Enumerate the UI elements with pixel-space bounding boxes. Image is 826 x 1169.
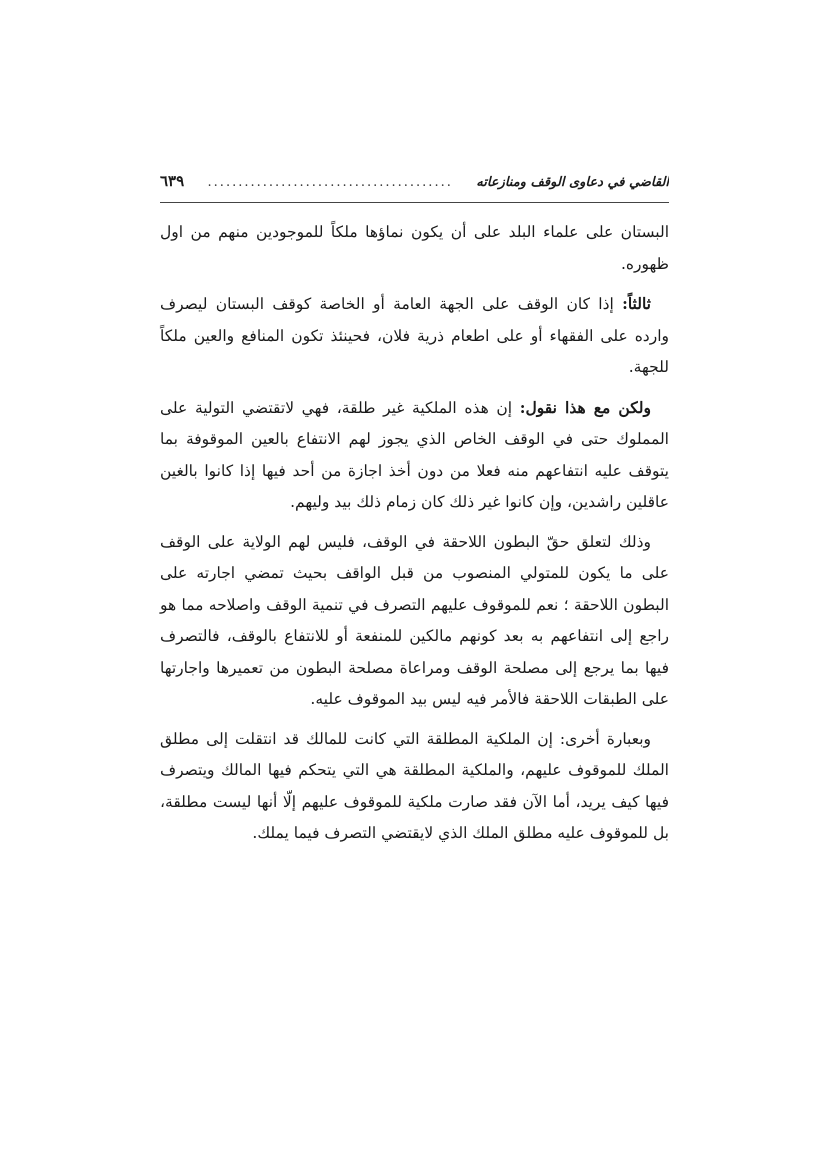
paragraph-text: وبعبارة أخرى: إن الملكية المطلقة التي كانت للمالك قد انتقلت إلى مطلق الملك للموقوف عليهم، والملكية المطلقة هي التي يتحكم فيها المالك ويتصرف فيها كيف يريد، أما الآن فقد صارت ملكية للموقوف عليهم إلّا أنها ليست مطلقة، بل للموقوف عليه مطلق الملك الذي لايقتضي التصرف فيما يملك. [160,729,669,842]
paragraph-text: إذا كان الوقف على الجهة العامة أو الخاصة كوقف البستان ليصرف وارده على الفقهاء أو على اطعام ذرية فلان، فحينئذ تكون المنافع والعين ملكاً للجهة. [160,295,669,376]
paragraph-in-other-words [160,724,669,850]
running-title: القاضي في دعاوى الوقف ومنازعاته [476,175,669,190]
paragraph-text: إن هذه الملكية غير طلقة، فهي لاتقتضي التولية على المملوك حتى في الوقف الخاص الذي يجوز لهم الانتفاع بالعين الموقوفة بما يتوقف عليه انتفاعهم منه فعلا من دون أخذ اجازة من أحد فيها إذا كانوا بالغين عاقلين راشدين، وإن كانوا غير ذلك كان زمام ذلك بيد وليهم. [160,398,669,511]
paragraph-however [160,392,669,519]
paragraph-later-generations [160,527,669,716]
paragraph-lead: ثالثاً: [622,294,651,313]
page-number: ٦٣٩ [160,172,185,190]
paragraph-text: وذلك لتعلق حقّ البطون اللاحقة في الوقف، فليس لهم الولاية على الوقف على ما يكون للمتولي المنصوب من قبل الواقف بحيث تمضي اجارته على البطون اللاحقة ؛ نعم للموقوف عليهم التصرف في تنمية الوقف واصلاحه مما هو راجع إلى انتفاعهم به بعد كونهم مالكين للمنفعة أو للانتفاع بالوقف، فالتصرف فيها بما يرجع إلى مصلحة الوقف ومراعاة مصلحة البطون من تعميرها واجارتها على الطبقات اللاحقة فالأمر فيه ليس بيد الموقوف عليه. [160,532,669,708]
paragraph-third-point [160,288,669,384]
paragraph-lead: ولكن مع هذا نقول: [519,397,651,417]
paragraph-text: البستان على علماء البلد على أن يكون نماؤها ملكاً للموجودين منهم من اول ظهوره. [160,223,669,273]
paragraph-continuation [160,217,669,280]
running-header [160,172,669,203]
book-page [160,172,669,858]
leader-dots: ........................................ [207,175,453,190]
